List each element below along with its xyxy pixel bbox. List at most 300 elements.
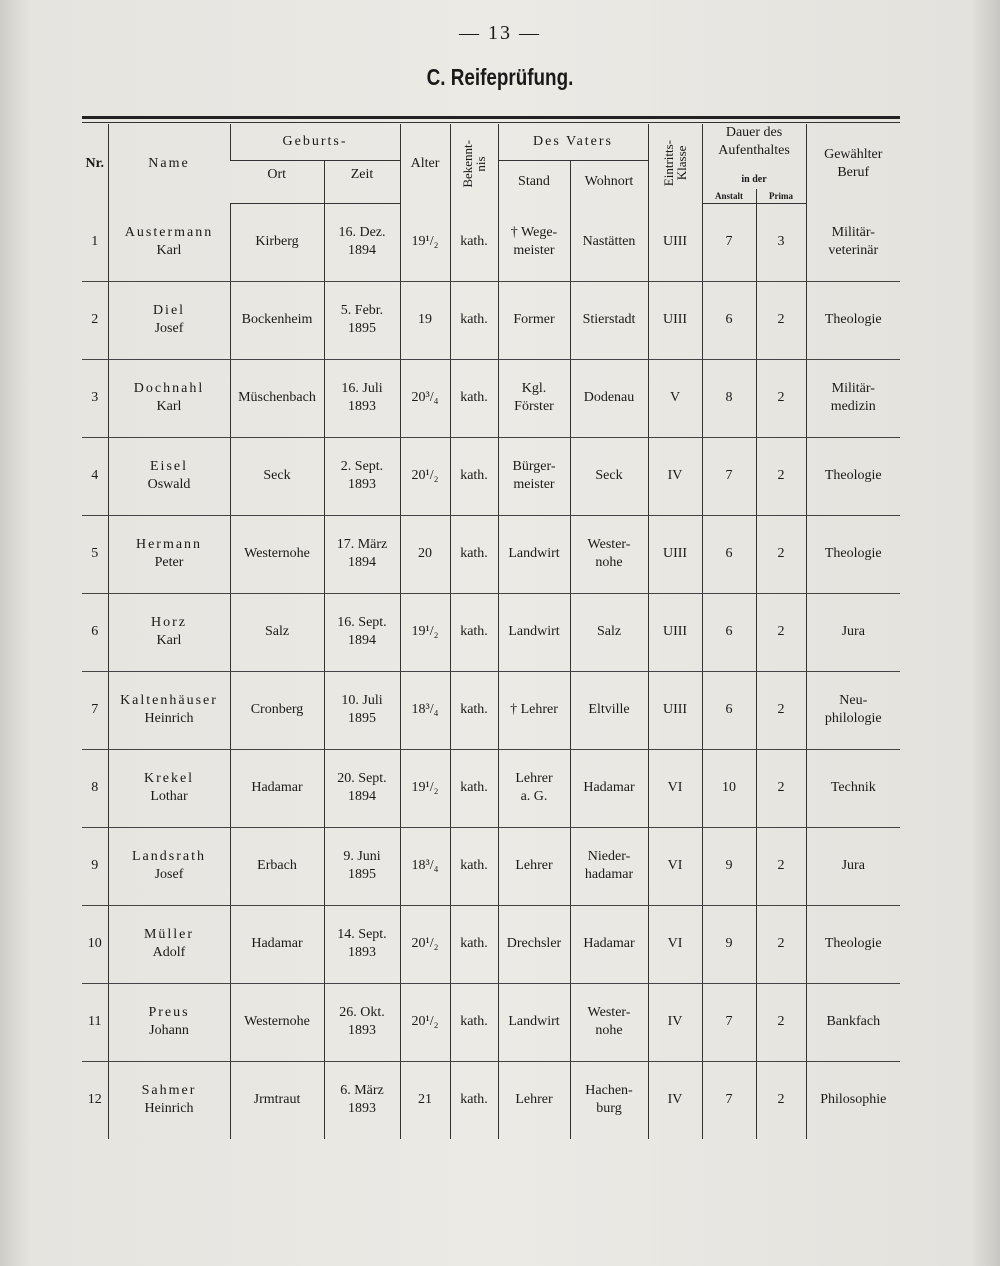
row-ort bbox=[230, 905, 324, 983]
row-klasse bbox=[648, 983, 702, 1061]
father-occupation-cont: Förster bbox=[514, 399, 554, 414]
firstname: Peter bbox=[154, 555, 184, 570]
row-wohnort bbox=[570, 671, 648, 749]
header-zeit-spacer bbox=[324, 189, 400, 204]
row-nr bbox=[82, 515, 108, 593]
page-number: — 13 — bbox=[459, 22, 541, 44]
years-anstalt: 6 bbox=[725, 624, 733, 639]
table-row bbox=[82, 359, 900, 437]
header-anstalt: Anstalt bbox=[702, 189, 756, 204]
table-row bbox=[82, 671, 900, 749]
surname: Austermann bbox=[124, 224, 214, 240]
chosen-profession-cont: philologie bbox=[824, 711, 882, 726]
header-beruf: Gewählter Beruf bbox=[806, 124, 900, 203]
years-anstalt: 9 bbox=[725, 858, 733, 873]
confession: kath. bbox=[460, 390, 488, 405]
birth-year: 1893 bbox=[348, 1101, 376, 1116]
father-occupation: Drechsler bbox=[506, 936, 562, 951]
confession: kath. bbox=[460, 780, 488, 795]
age: 20¹/₂ bbox=[411, 468, 439, 483]
row-beruf bbox=[806, 515, 900, 593]
row-zeit bbox=[324, 515, 400, 593]
table-row bbox=[82, 905, 900, 983]
father-occupation: Former bbox=[513, 312, 555, 327]
row-ort bbox=[230, 1061, 324, 1139]
table-row bbox=[82, 281, 900, 359]
chosen-profession-cont: medizin bbox=[830, 399, 876, 414]
table-row bbox=[82, 827, 900, 905]
row-anstalt bbox=[702, 671, 756, 749]
nr-value: 9 bbox=[91, 858, 99, 873]
row-name bbox=[108, 749, 230, 827]
birth-date: 16. Sept. bbox=[337, 615, 387, 630]
father-residence: Stierstadt bbox=[582, 312, 636, 327]
header-dauer: Dauer des Aufenthaltes bbox=[702, 124, 806, 160]
row-bekenntnis bbox=[450, 437, 498, 515]
header-in-der: in der bbox=[702, 160, 806, 189]
row-stand bbox=[498, 827, 570, 905]
row-zeit bbox=[324, 827, 400, 905]
father-residence: Hachen- bbox=[585, 1083, 633, 1098]
confession: kath. bbox=[460, 624, 488, 639]
header-geburts: Geburts- bbox=[230, 124, 400, 160]
birth-year: 1893 bbox=[348, 477, 376, 492]
table-row bbox=[82, 437, 900, 515]
row-beruf bbox=[806, 905, 900, 983]
reifepruefung-table bbox=[82, 124, 900, 1139]
row-klasse bbox=[648, 359, 702, 437]
row-prima bbox=[756, 281, 806, 359]
firstname: Karl bbox=[156, 242, 182, 258]
surname: Horz bbox=[151, 615, 187, 630]
table-row bbox=[82, 1061, 900, 1139]
nr-value: 6 bbox=[91, 624, 99, 639]
chosen-profession: Jura bbox=[841, 858, 865, 873]
father-occupation: Kgl. bbox=[521, 381, 547, 396]
birth-place: Seck bbox=[263, 468, 291, 483]
row-name bbox=[108, 1061, 230, 1139]
row-bekenntnis bbox=[450, 593, 498, 671]
row-anstalt bbox=[702, 359, 756, 437]
row-klasse bbox=[648, 281, 702, 359]
years-anstalt: 7 bbox=[725, 234, 733, 249]
father-occupation: Lehrer bbox=[515, 858, 553, 873]
age: 18³/₄ bbox=[411, 858, 439, 873]
entry-class: UIII bbox=[662, 312, 688, 327]
row-stand bbox=[498, 671, 570, 749]
firstname: Heinrich bbox=[144, 711, 194, 726]
firstname: Adolf bbox=[152, 945, 186, 960]
row-ort bbox=[230, 203, 324, 281]
nr-value: 7 bbox=[91, 702, 99, 717]
age: 19¹/₂ bbox=[411, 233, 439, 249]
chosen-profession: Theologie bbox=[824, 936, 882, 951]
surname: Kaltenhäuser bbox=[120, 693, 218, 708]
father-occupation: Landwirt bbox=[508, 546, 560, 561]
age: 21 bbox=[418, 1092, 432, 1107]
birth-year: 1893 bbox=[348, 1023, 376, 1038]
row-prima bbox=[756, 827, 806, 905]
row-ort bbox=[230, 359, 324, 437]
years-prima: 2 bbox=[777, 312, 785, 327]
row-wohnort bbox=[570, 1061, 648, 1139]
age: 19¹/₂ bbox=[411, 780, 439, 795]
birth-place: Bockenheim bbox=[241, 312, 313, 327]
row-anstalt bbox=[702, 203, 756, 281]
entry-class: IV bbox=[667, 1014, 683, 1029]
row-prima bbox=[756, 515, 806, 593]
row-wohnort bbox=[570, 749, 648, 827]
row-stand bbox=[498, 203, 570, 281]
father-residence-cont: hadamar bbox=[584, 867, 634, 882]
row-alter bbox=[400, 281, 450, 359]
row-stand bbox=[498, 983, 570, 1061]
row-stand bbox=[498, 749, 570, 827]
header-name: Name bbox=[108, 124, 230, 203]
birth-place: Erbach bbox=[257, 858, 297, 873]
row-name bbox=[108, 203, 230, 281]
nr-value: 5 bbox=[91, 546, 99, 561]
father-occupation-cont: a. G. bbox=[520, 789, 548, 804]
entry-class: IV bbox=[667, 468, 683, 483]
birth-date: 10. Juli bbox=[341, 693, 383, 708]
entry-class: VI bbox=[667, 936, 683, 951]
row-alter bbox=[400, 203, 450, 281]
years-anstalt: 6 bbox=[725, 702, 733, 717]
row-wohnort bbox=[570, 905, 648, 983]
years-prima: 3 bbox=[777, 234, 785, 249]
row-name bbox=[108, 593, 230, 671]
age: 20³/₄ bbox=[411, 390, 439, 405]
row-bekenntnis bbox=[450, 359, 498, 437]
father-occupation: Landwirt bbox=[508, 624, 560, 639]
father-residence: Seck bbox=[595, 468, 623, 483]
row-name bbox=[108, 671, 230, 749]
row-zeit bbox=[324, 671, 400, 749]
father-residence: Hadamar bbox=[583, 780, 635, 795]
row-prima bbox=[756, 359, 806, 437]
row-wohnort bbox=[570, 437, 648, 515]
birth-year: 1895 bbox=[348, 321, 376, 336]
header-ort: Ort bbox=[230, 160, 324, 189]
chosen-profession: Theologie bbox=[824, 546, 882, 561]
header-des-vaters: Des Vaters bbox=[498, 124, 648, 160]
row-anstalt bbox=[702, 515, 756, 593]
birth-date: 16. Juli bbox=[341, 381, 383, 396]
row-alter bbox=[400, 749, 450, 827]
row-bekenntnis bbox=[450, 515, 498, 593]
birth-date: 20. Sept. bbox=[337, 771, 387, 786]
row-prima bbox=[756, 203, 806, 281]
years-prima: 2 bbox=[777, 780, 785, 795]
chosen-profession: Militär- bbox=[831, 381, 875, 396]
row-stand bbox=[498, 515, 570, 593]
birth-place: Hadamar bbox=[251, 780, 303, 795]
header-wohnort: Wohnort bbox=[570, 160, 648, 203]
years-anstalt: 6 bbox=[725, 312, 733, 327]
row-name bbox=[108, 905, 230, 983]
row-klasse bbox=[648, 437, 702, 515]
surname: Dochnahl bbox=[133, 381, 205, 396]
row-zeit bbox=[324, 359, 400, 437]
row-beruf bbox=[806, 983, 900, 1061]
entry-class: VI bbox=[667, 780, 683, 795]
row-bekenntnis bbox=[450, 1061, 498, 1139]
table-row bbox=[82, 749, 900, 827]
father-residence: Salz bbox=[596, 624, 622, 639]
surname: Preus bbox=[148, 1005, 190, 1020]
entry-class: UIII bbox=[662, 546, 688, 561]
birth-place: Salz bbox=[264, 624, 290, 639]
surname: Diel bbox=[152, 303, 186, 318]
years-prima: 2 bbox=[777, 1092, 785, 1107]
row-nr bbox=[82, 437, 108, 515]
row-zeit bbox=[324, 593, 400, 671]
chosen-profession: Bankfach bbox=[826, 1014, 881, 1029]
table-body bbox=[82, 203, 900, 1139]
row-stand bbox=[498, 281, 570, 359]
row-anstalt bbox=[702, 593, 756, 671]
row-zeit bbox=[324, 437, 400, 515]
row-bekenntnis bbox=[450, 827, 498, 905]
father-residence: Wester- bbox=[587, 1005, 631, 1020]
nr-value: 10 bbox=[87, 936, 102, 951]
years-prima: 2 bbox=[777, 546, 785, 561]
row-nr bbox=[82, 359, 108, 437]
father-occupation: † Wege- bbox=[510, 224, 558, 240]
row-prima bbox=[756, 749, 806, 827]
birth-place: Westernohe bbox=[244, 546, 310, 561]
confession: kath. bbox=[460, 858, 488, 873]
firstname: Karl bbox=[156, 633, 182, 648]
years-prima: 2 bbox=[777, 390, 785, 405]
row-alter bbox=[400, 515, 450, 593]
birth-year: 1895 bbox=[348, 711, 376, 726]
confession: kath. bbox=[460, 546, 488, 561]
row-nr bbox=[82, 905, 108, 983]
firstname: Heinrich bbox=[144, 1101, 194, 1116]
birth-place: Hadamar bbox=[251, 936, 303, 951]
row-wohnort bbox=[570, 515, 648, 593]
years-anstalt: 9 bbox=[725, 936, 733, 951]
row-beruf bbox=[806, 359, 900, 437]
chosen-profession: Philosophie bbox=[820, 1092, 887, 1107]
birth-year: 1894 bbox=[348, 633, 376, 648]
nr-value: 2 bbox=[91, 312, 99, 327]
birth-date: 6. März bbox=[340, 1083, 384, 1098]
birth-place: Westernohe bbox=[244, 1014, 310, 1029]
row-anstalt bbox=[702, 437, 756, 515]
row-name bbox=[108, 359, 230, 437]
years-anstalt: 7 bbox=[725, 1014, 733, 1029]
row-nr bbox=[82, 983, 108, 1061]
row-bekenntnis bbox=[450, 749, 498, 827]
row-beruf bbox=[806, 593, 900, 671]
row-klasse bbox=[648, 1061, 702, 1139]
header-prima: Prima bbox=[756, 189, 806, 204]
row-nr bbox=[82, 671, 108, 749]
confession: kath. bbox=[460, 233, 488, 249]
years-prima: 2 bbox=[777, 624, 785, 639]
row-zeit bbox=[324, 905, 400, 983]
header-zeit: Zeit bbox=[324, 160, 400, 189]
row-beruf bbox=[806, 749, 900, 827]
father-occupation: Bürger- bbox=[512, 459, 556, 474]
row-wohnort bbox=[570, 203, 648, 281]
row-zeit bbox=[324, 983, 400, 1061]
row-bekenntnis bbox=[450, 203, 498, 281]
birth-place: Kirberg bbox=[255, 234, 299, 249]
row-anstalt bbox=[702, 1061, 756, 1139]
firstname: Josef bbox=[154, 867, 184, 882]
row-alter bbox=[400, 359, 450, 437]
row-nr bbox=[82, 827, 108, 905]
birth-year: 1895 bbox=[348, 867, 376, 882]
years-prima: 2 bbox=[777, 702, 785, 717]
entry-class: UIII bbox=[662, 624, 688, 639]
row-wohnort bbox=[570, 281, 648, 359]
chosen-profession: Jura bbox=[841, 624, 865, 639]
row-alter bbox=[400, 437, 450, 515]
birth-year: 1893 bbox=[348, 399, 376, 414]
age: 19¹/₂ bbox=[411, 624, 439, 639]
age: 20¹/₂ bbox=[411, 1014, 439, 1029]
birth-date: 17. März bbox=[336, 537, 388, 552]
row-klasse bbox=[648, 593, 702, 671]
surname: Sahmer bbox=[141, 1083, 197, 1098]
father-occupation-cont: meister bbox=[513, 242, 555, 258]
confession: kath. bbox=[460, 1092, 488, 1107]
row-zeit bbox=[324, 749, 400, 827]
years-anstalt: 7 bbox=[725, 1092, 733, 1107]
row-beruf bbox=[806, 203, 900, 281]
table-row bbox=[82, 515, 900, 593]
firstname: Karl bbox=[156, 399, 182, 414]
row-beruf bbox=[806, 281, 900, 359]
nr-value: 11 bbox=[88, 1014, 102, 1029]
years-anstalt: 7 bbox=[725, 468, 733, 483]
birth-place: Jrmtraut bbox=[253, 1092, 301, 1107]
row-bekenntnis bbox=[450, 905, 498, 983]
chosen-profession: Theologie bbox=[824, 312, 882, 327]
row-alter bbox=[400, 905, 450, 983]
row-anstalt bbox=[702, 983, 756, 1061]
row-alter bbox=[400, 671, 450, 749]
father-residence: Eltville bbox=[588, 702, 630, 717]
nr-value: 1 bbox=[91, 233, 99, 249]
years-prima: 2 bbox=[777, 858, 785, 873]
table-row bbox=[82, 983, 900, 1061]
row-beruf bbox=[806, 1061, 900, 1139]
row-klasse bbox=[648, 827, 702, 905]
firstname: Johann bbox=[149, 1023, 189, 1038]
row-ort bbox=[230, 749, 324, 827]
father-residence: Wester- bbox=[587, 537, 631, 552]
surname: Landsrath bbox=[132, 849, 206, 864]
birth-year: 1894 bbox=[348, 243, 376, 258]
confession: kath. bbox=[460, 1014, 488, 1029]
row-klasse bbox=[648, 905, 702, 983]
age: 20 bbox=[418, 546, 432, 561]
table-row bbox=[82, 203, 900, 281]
row-beruf bbox=[806, 437, 900, 515]
row-stand bbox=[498, 1061, 570, 1139]
header-nr: Nr. bbox=[85, 155, 105, 171]
nr-value: 8 bbox=[91, 780, 99, 795]
years-anstalt: 6 bbox=[725, 546, 733, 561]
row-bekenntnis bbox=[450, 983, 498, 1061]
row-ort bbox=[230, 437, 324, 515]
row-name bbox=[108, 515, 230, 593]
confession: kath. bbox=[460, 702, 488, 717]
row-zeit bbox=[324, 281, 400, 359]
birth-date: 9. Juni bbox=[343, 849, 381, 864]
row-name bbox=[108, 281, 230, 359]
row-bekenntnis bbox=[450, 671, 498, 749]
surname: Müller bbox=[143, 927, 195, 942]
row-beruf bbox=[806, 671, 900, 749]
entry-class: UIII bbox=[662, 233, 688, 249]
row-prima bbox=[756, 671, 806, 749]
row-name bbox=[108, 827, 230, 905]
row-klasse bbox=[648, 515, 702, 593]
entry-class: IV bbox=[667, 1092, 683, 1107]
birth-date: 2. Sept. bbox=[340, 459, 384, 474]
firstname: Josef bbox=[154, 321, 184, 336]
row-prima bbox=[756, 1061, 806, 1139]
father-residence-cont: nohe bbox=[595, 1023, 623, 1038]
firstname: Lothar bbox=[150, 789, 188, 804]
father-occupation-cont: meister bbox=[513, 477, 555, 492]
header-stand: Stand bbox=[498, 160, 570, 203]
row-anstalt bbox=[702, 905, 756, 983]
birth-year: 1894 bbox=[348, 789, 376, 804]
chosen-profession-cont: veterinär bbox=[828, 242, 879, 258]
row-wohnort bbox=[570, 593, 648, 671]
row-alter bbox=[400, 1061, 450, 1139]
entry-class: V bbox=[669, 390, 681, 405]
nr-value: 12 bbox=[87, 1092, 102, 1107]
row-prima bbox=[756, 437, 806, 515]
father-residence-cont: burg bbox=[596, 1101, 622, 1116]
row-alter bbox=[400, 827, 450, 905]
age: 19 bbox=[418, 312, 432, 327]
father-residence: Nieder- bbox=[587, 849, 631, 864]
chosen-profession: Neu- bbox=[839, 693, 868, 708]
row-ort bbox=[230, 281, 324, 359]
birth-year: 1894 bbox=[348, 555, 376, 570]
row-ort bbox=[230, 983, 324, 1061]
chosen-profession: Militär- bbox=[831, 224, 875, 240]
row-klasse bbox=[648, 749, 702, 827]
row-prima bbox=[756, 593, 806, 671]
row-nr bbox=[82, 593, 108, 671]
entry-class: VI bbox=[667, 858, 683, 873]
row-alter bbox=[400, 593, 450, 671]
birth-date: 14. Sept. bbox=[337, 927, 387, 942]
row-name bbox=[108, 983, 230, 1061]
row-name bbox=[108, 437, 230, 515]
table-top-rule-thin bbox=[82, 122, 900, 123]
confession: kath. bbox=[460, 468, 488, 483]
father-occupation: † Lehrer bbox=[510, 702, 558, 717]
chosen-profession: Theologie bbox=[824, 468, 882, 483]
row-prima bbox=[756, 983, 806, 1061]
age: 18³/₄ bbox=[411, 702, 439, 717]
nr-value: 4 bbox=[91, 468, 99, 483]
surname: Eisel bbox=[150, 459, 188, 474]
row-stand bbox=[498, 905, 570, 983]
